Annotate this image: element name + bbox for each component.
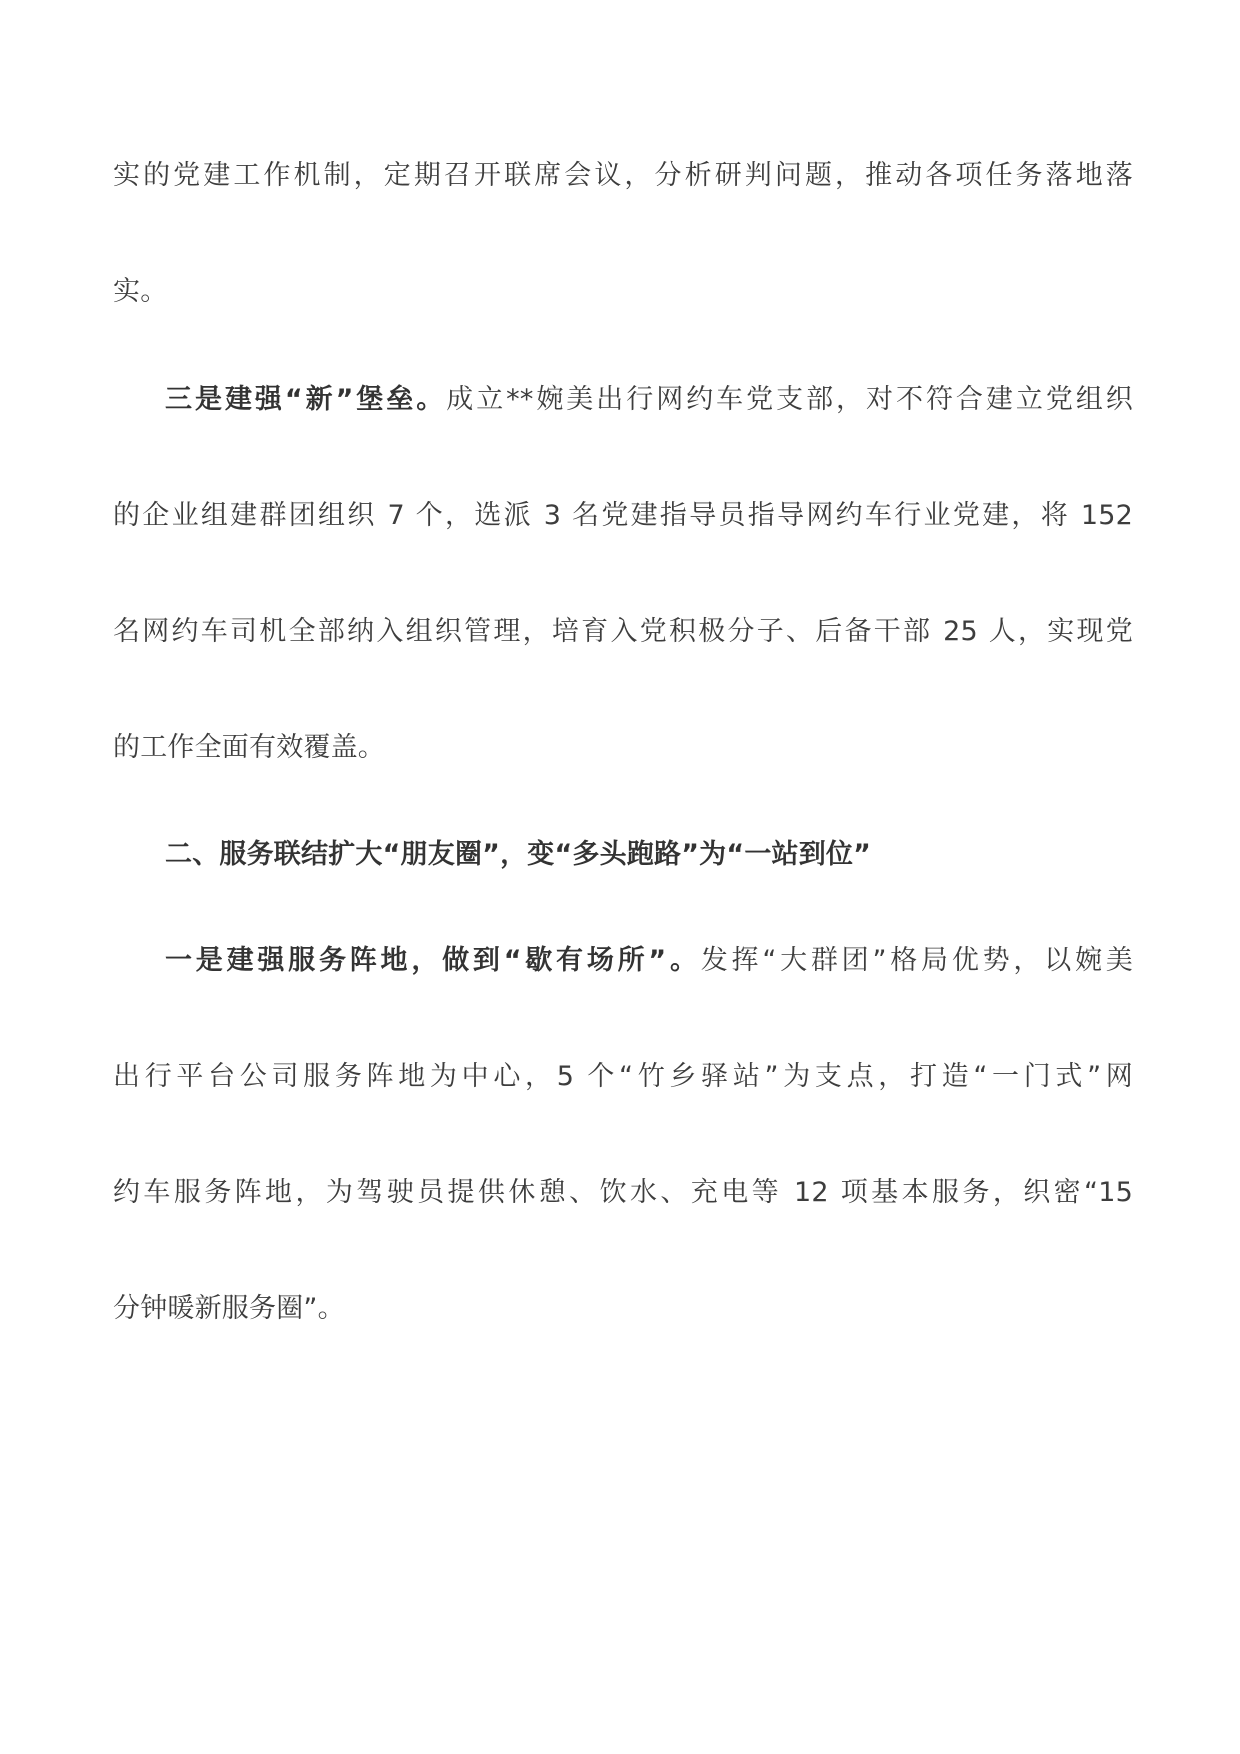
paragraph-line: 名网约车司机全部纳入组织管理，培育入党积极分子、后备干部 25 人，实现党 (113, 616, 1133, 647)
paragraph-line: 约车服务阵地，为驾驶员提供休憩、饮水、充电等 12 项基本服务，织密“15 (113, 1177, 1133, 1208)
paragraph-line: 分钟暖新服务圈”。 (113, 1293, 345, 1324)
paragraph-line: 的企业组建群团组织 7 个，选派 3 名党建指导员指导网约车行业党建，将 152 (113, 500, 1133, 531)
paragraph-lead: 一是建强服务阵地，做到“歇有场所”。 (165, 945, 701, 976)
paragraph-line: 实。 (113, 276, 168, 307)
paragraph-text: 成立**婉美出行网约车党支部，对不符合建立党组织 (446, 384, 1133, 415)
paragraph-text: 发挥“大群团”格局优势，以婉美 (700, 945, 1133, 976)
paragraph-line: 的工作全面有效覆盖。 (113, 732, 385, 763)
paragraph-line: 实的党建工作机制，定期召开联席会议，分析研判问题，推动各项任务落地落 (113, 160, 1133, 191)
paragraph-line: 出行平台公司服务阵地为中心，5 个“竹乡驿站”为支点，打造“一门式”网 (113, 1061, 1133, 1092)
paragraph-lead: 三是建强“新”堡垒。 (165, 384, 447, 415)
section-heading: 二、服务联结扩大“朋友圈”，变“多头跑路”为“一站到位” (165, 839, 872, 870)
paragraph-line (165, 380, 1133, 420)
paragraph-line (165, 941, 1133, 981)
